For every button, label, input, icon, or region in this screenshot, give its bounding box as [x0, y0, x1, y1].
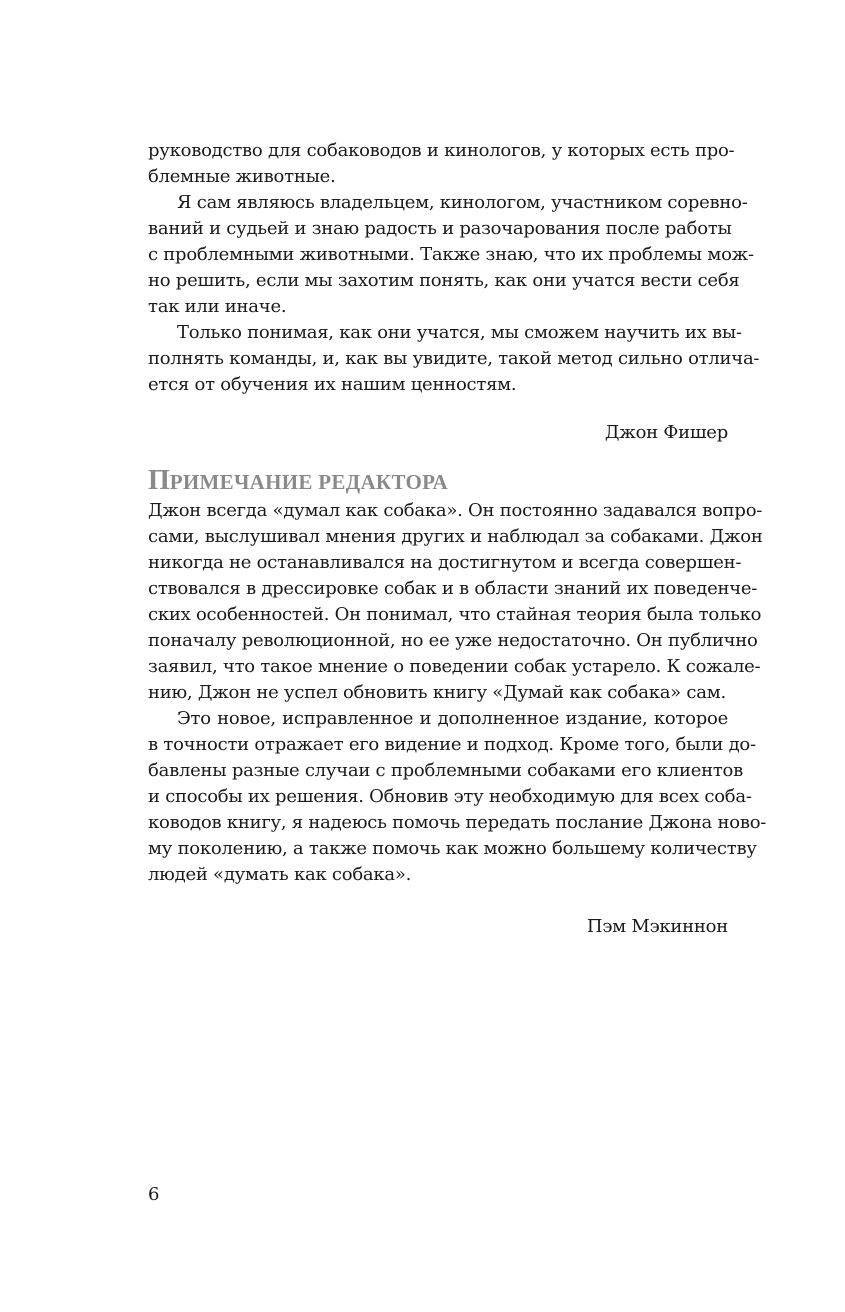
text-line: полнять команды, и, как вы увидите, такой метод сильно отлича- [148, 348, 760, 369]
section-heading [148, 464, 728, 498]
text-line: но решить, если мы захотим понять, как они учатся вести себя [148, 270, 740, 291]
text-line: бавлены разные случаи с проблемными собаками его клиентов [148, 760, 744, 781]
text-line: с проблемными животными. Также знаю, что их проблемы мож- [148, 244, 754, 265]
text-line: заявил, что такое мнение о поведении собак устарело. К сожале- [148, 656, 761, 677]
text-line: Джон всегда «думал как собака». Он постоянно задавался вопро- [148, 500, 763, 521]
text-line: Только понимая, как они учатся, мы сможем научить их вы- [177, 322, 742, 343]
text-line: Это новое, исправленное и дополненное издание, которое [177, 708, 728, 729]
intro-paragraph-1 [148, 138, 735, 190]
text-line: му поколению, а также помочь как можно большему количеству [148, 838, 757, 859]
editor-paragraph-2 [148, 706, 767, 888]
page-number: 6 [148, 1184, 160, 1205]
text-line: поначалу революционной, но ее уже недостаточно. Он публично [148, 630, 758, 651]
text-line: руководство для собаководов и кинологов, у которых есть про- [148, 140, 735, 161]
intro-paragraph-3 [148, 320, 760, 398]
text-line: Я сам являюсь владельцем, кинологом, участником соревно- [177, 192, 748, 213]
text-line: в точности отражает его видение и подход. Кроме того, были до- [148, 734, 756, 755]
text-line: и способы их решения. Обновив эту необходимую для всех соба- [148, 786, 752, 807]
text-line: ководов книгу, я надеюсь помочь передать послание Джона ново- [148, 812, 767, 833]
intro-paragraph-2 [148, 190, 754, 320]
editor-signature: Пэм Мэкиннон [586, 916, 728, 937]
text-line: ваний и судьей и знаю радость и разочарования после работы [148, 218, 732, 239]
text-line: людей «думать как собака». [148, 864, 412, 885]
text-line: нию, Джон не успел обновить книгу «Думай как собака» сам. [148, 682, 726, 703]
text-line: так или иначе. [148, 296, 287, 317]
text-line: ских особенностей. Он понимал, что стайная теория была только [148, 604, 762, 625]
book-page [148, 138, 767, 940]
text-line: никогда не останавливался на достигнутом и всегда совершен- [148, 552, 742, 573]
text-line: сами, выслушивал мнения других и наблюдал за собаками. Джон [148, 526, 763, 547]
text-line: блемные животные. [148, 166, 336, 187]
editor-paragraph-1 [148, 498, 763, 706]
text-line: ствовался в дрессировке собак и в области знаний их поведенче- [148, 578, 758, 599]
author-signature: Джон Фишер [604, 422, 728, 443]
heading-rest: РИМЕЧАНИЕ РЕДАКТОРА [169, 470, 449, 494]
text-line: ется от обучения их нашим ценностям. [148, 374, 517, 395]
heading-first-letter: П [148, 465, 170, 496]
